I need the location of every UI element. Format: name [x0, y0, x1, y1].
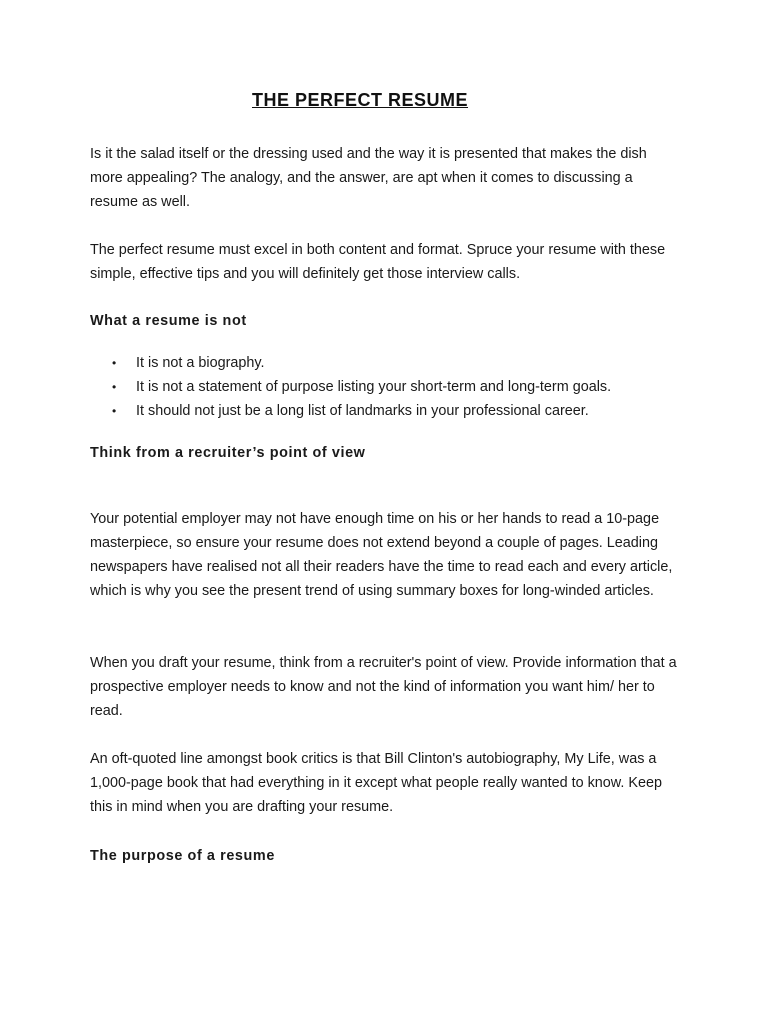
- list-item-text: It is not a biography.: [136, 355, 265, 371]
- list-item: [90, 375, 680, 399]
- bullet-icon: •: [112, 356, 117, 370]
- recruiter-paragraph-3: An oft-quoted line amongst book critics is that Bill Clinton's autobiography, My Life, was a 1,000-page book that had everything in it except what people really wanted to know. Keep this in mind when you are drafting your resume.: [90, 751, 663, 815]
- intro-paragraph-2: The perfect resume must excel in both content and format. Spruce your resume with these simple, effective tips and you will definitely get those interview calls.: [90, 242, 666, 282]
- list-item: [90, 351, 680, 375]
- list-item: [90, 399, 680, 423]
- bullet-icon: •: [112, 404, 117, 418]
- section-heading-recruiter: Think from a recruiter’s point of view: [90, 445, 366, 461]
- recruiter-paragraph-1: Your potential employer may not have enough time on his or her hands to read a 10-page masterpiece, so ensure your resume does not extend beyond a couple of pages. Leading newspapers have realised not all their readers have the time to read each and every article, which is why you see the present trend of using summary boxes for long-winded articles.: [90, 511, 673, 599]
- list-item-text: It is not a statement of purpose listing your short-term and long-term goals.: [136, 379, 612, 395]
- section-heading-purpose: The purpose of a resume: [90, 848, 275, 864]
- bullet-icon: •: [112, 380, 117, 394]
- bullet-list: [90, 351, 680, 423]
- intro-paragraph-1: Is it the salad itself or the dressing used and the way it is presented that makes the dish more appealing? The analogy, and the answer, are apt when it comes to discussing a resume as well.: [90, 146, 647, 210]
- section-heading-not: What a resume is not: [90, 313, 247, 329]
- list-item-text: It should not just be a long list of landmarks in your professional career.: [136, 403, 589, 419]
- recruiter-paragraph-2: When you draft your resume, think from a recruiter's point of view. Provide information that a prospective employer needs to know and not the kind of information you want him/ her to read.: [90, 655, 677, 719]
- document-title: THE PERFECT RESUME: [251, 90, 469, 110]
